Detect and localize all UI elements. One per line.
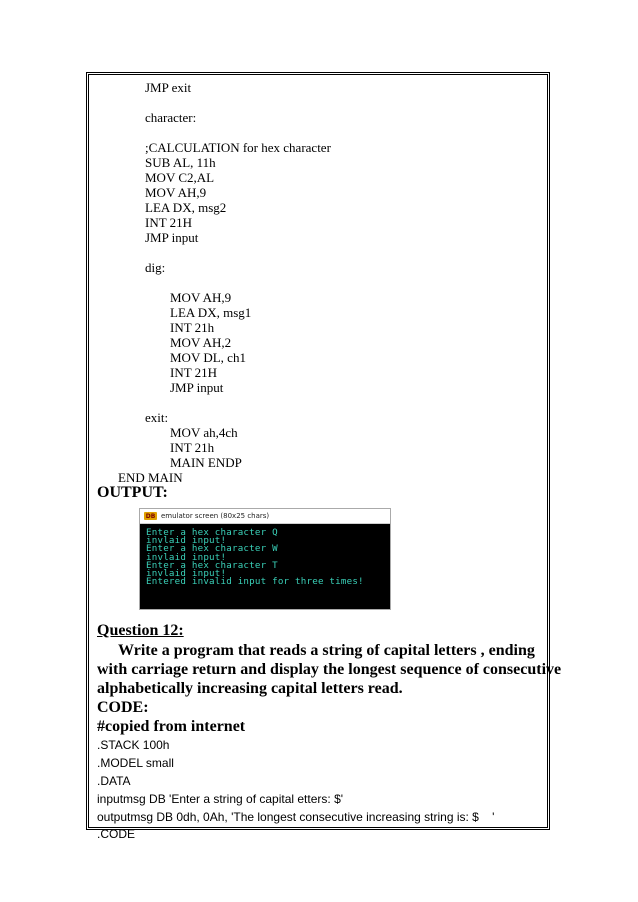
code-line: MOV AH,2	[170, 335, 232, 350]
source-note: #copied from internet	[97, 718, 246, 735]
console-line: invlaid input!	[146, 551, 227, 563]
code-line: .MODEL small	[97, 756, 174, 770]
emulator-console	[140, 524, 390, 586]
code-line: inputmsg DB 'Enter a string of capital etters: $'	[97, 792, 344, 806]
output-heading: OUTPUT:	[97, 484, 168, 501]
code-line: .CODE	[97, 827, 136, 841]
console-line: Enter a hex character Q	[146, 527, 278, 538]
code-line: INT 21H	[170, 365, 218, 380]
question-text-line: with carriage return and display the longest sequence of consecutive	[97, 661, 562, 678]
emulator-title: emulator screen (80x25 chars)	[161, 512, 270, 520]
code-line: MOV AH,9	[170, 290, 232, 305]
question-title: Question 12:	[97, 622, 184, 639]
code-line: .DATA	[97, 774, 131, 788]
code-line: MOV DL, ch1	[170, 350, 246, 365]
emulator-screenshot	[139, 508, 391, 610]
code-line: MOV AH,9	[145, 185, 207, 200]
code-comment: ;CALCULATION for hex character	[145, 140, 331, 155]
console-line: invlaid input!	[146, 568, 227, 580]
code-line: MOV C2,AL	[145, 170, 215, 185]
code-line: SUB AL, 11h	[145, 155, 216, 170]
question-text-line: alphabetically increasing capital letters read.	[97, 680, 403, 697]
code-label: character:	[145, 110, 197, 125]
console-line: Entered invalid input for three times!	[146, 576, 364, 588]
console-line: invlaid input!	[146, 535, 227, 547]
code-line: MAIN ENDP	[170, 455, 242, 470]
code-line: .STACK 100h	[97, 738, 170, 752]
code-line: LEA DX, msg2	[145, 200, 227, 215]
code-heading: CODE:	[97, 699, 149, 716]
code-line: END MAIN	[118, 470, 183, 485]
code-line: INT 21h	[170, 440, 215, 455]
code-line: LEA DX, msg1	[170, 305, 252, 320]
code-line: JMP input	[145, 230, 199, 245]
code-line: INT 21h	[170, 320, 215, 335]
console-line: Enter a hex character T	[146, 559, 278, 571]
code-line: INT 21H	[145, 215, 193, 230]
emulator-app-icon: DB	[145, 512, 156, 520]
code-label: dig:	[145, 260, 166, 275]
question-text-line: Write a program that reads a string of capital letters , ending	[118, 642, 535, 659]
code-line: MOV ah,4ch	[170, 425, 238, 440]
code-label: exit:	[145, 410, 169, 425]
console-line: Enter a hex character W	[146, 543, 278, 555]
code-line: outputmsg DB 0dh, 0Ah, 'The longest consecutive increasing string is: $ '	[97, 810, 495, 824]
code-line: JMP exit	[145, 80, 192, 95]
emulator-titlebar	[140, 509, 390, 524]
code-line: JMP input	[170, 380, 224, 395]
